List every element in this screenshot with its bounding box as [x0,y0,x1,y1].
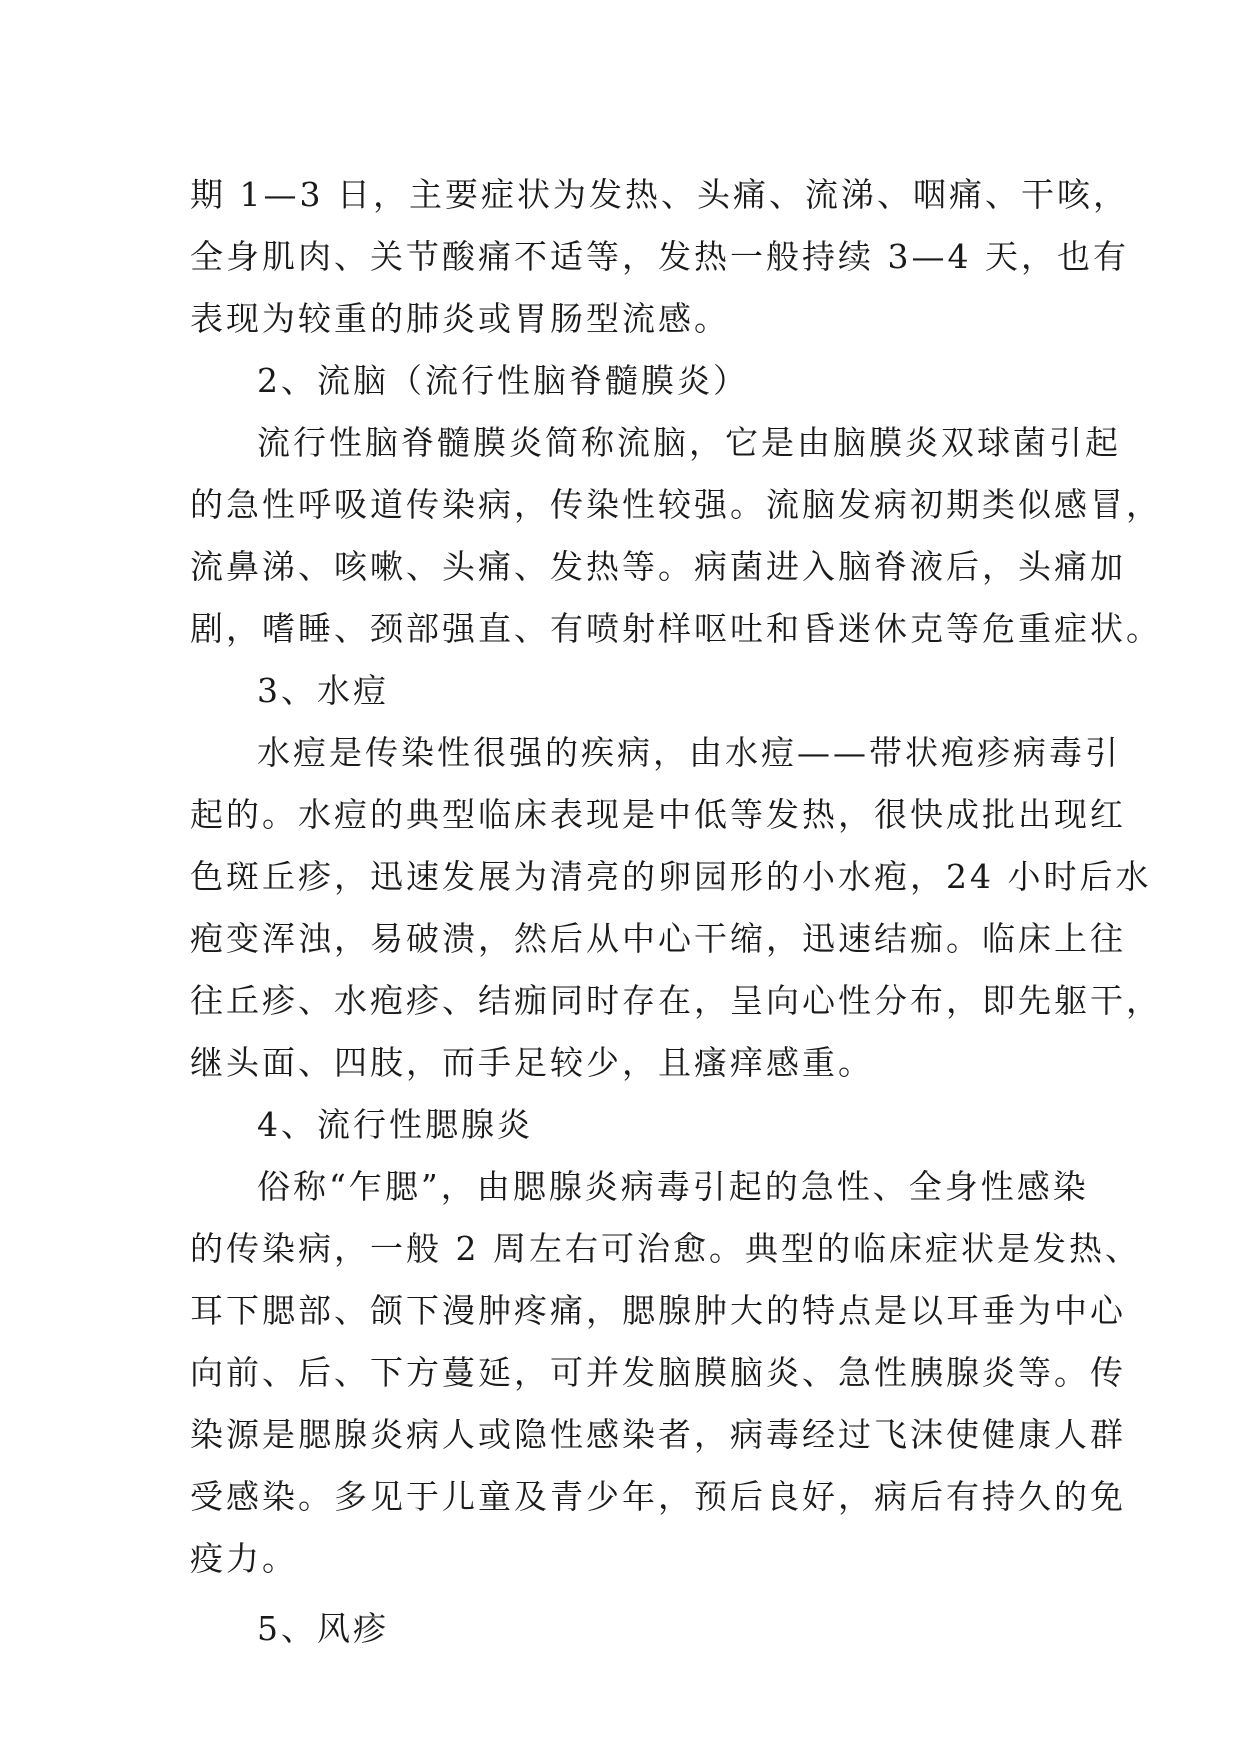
text-line: 水痘是传染性很强的疾病，由水痘——带状疱疹病毒引 [257,733,1121,772]
text-line: 向前、后、下方蔓延，可并发脑膜脑炎、急性胰腺炎等。传 [190,1353,1126,1392]
text-line: 起的。水痘的典型临床表现是中低等发热，很快成批出现红 [190,795,1126,834]
text-line: 表现为较重的肺炎或胃肠型流感。 [190,299,730,338]
text-line: 全身肌肉、关节酸痛不适等，发热一般持续 3—4 天，也有 [190,237,1129,276]
text-line: 期 1—3 日，主要症状为发热、头痛、流涕、咽痛、干咳， [190,175,1129,214]
section-heading-3: 3、水痘 [257,671,389,710]
text-line: 疱变浑浊，易破溃，然后从中心干缩，迅速结痂。临床上往 [190,919,1126,958]
body-text [190,164,1162,1668]
section-heading-2: 2、流脑（流行性脑脊髓膜炎） [257,361,749,400]
section-heading-4: 4、流行性腮腺炎 [257,1105,533,1144]
text-line: 的急性呼吸道传染病，传染性较强。流脑发病初期类似感冒， [190,485,1162,524]
text-line: 耳下腮部、颌下漫肿疼痛，腮腺肿大的特点是以耳垂为中心 [190,1291,1126,1330]
section-heading-5: 5、风疹 [257,1609,389,1648]
text-line: 剧，嗜睡、颈部强直、有喷射样呕吐和昏迷休克等危重症状。 [190,609,1162,648]
text-line: 俗称“乍腮”，由腮腺炎病毒引起的急性、全身性感染 [257,1167,1089,1206]
text-line: 流鼻涕、咳嗽、头痛、发热等。病菌进入脑脊液后，头痛加 [190,547,1126,586]
text-line: 流行性脑脊髓膜炎简称流脑，它是由脑膜炎双球菌引起 [257,423,1121,462]
text-line: 色斑丘疹，迅速发展为清亮的卵园形的小水疱，24 小时后水 [190,857,1152,896]
text-line: 继头面、四肢，而手足较少，且瘙痒感重。 [190,1043,874,1082]
text-line: 往丘疹、水疱疹、结痂同时存在，呈向心性分布，即先躯干， [190,981,1162,1020]
text-line: 疫力。 [190,1539,298,1578]
text-line: 受感染。多见于儿童及青少年，预后良好，病后有持久的免 [190,1477,1126,1516]
text-line: 的传染病，一般 2 周左右可治愈。典型的临床症状是发热、 [190,1229,1141,1268]
text-line: 染源是腮腺炎病人或隐性感染者，病毒经过飞沫使健康人群 [190,1415,1126,1454]
